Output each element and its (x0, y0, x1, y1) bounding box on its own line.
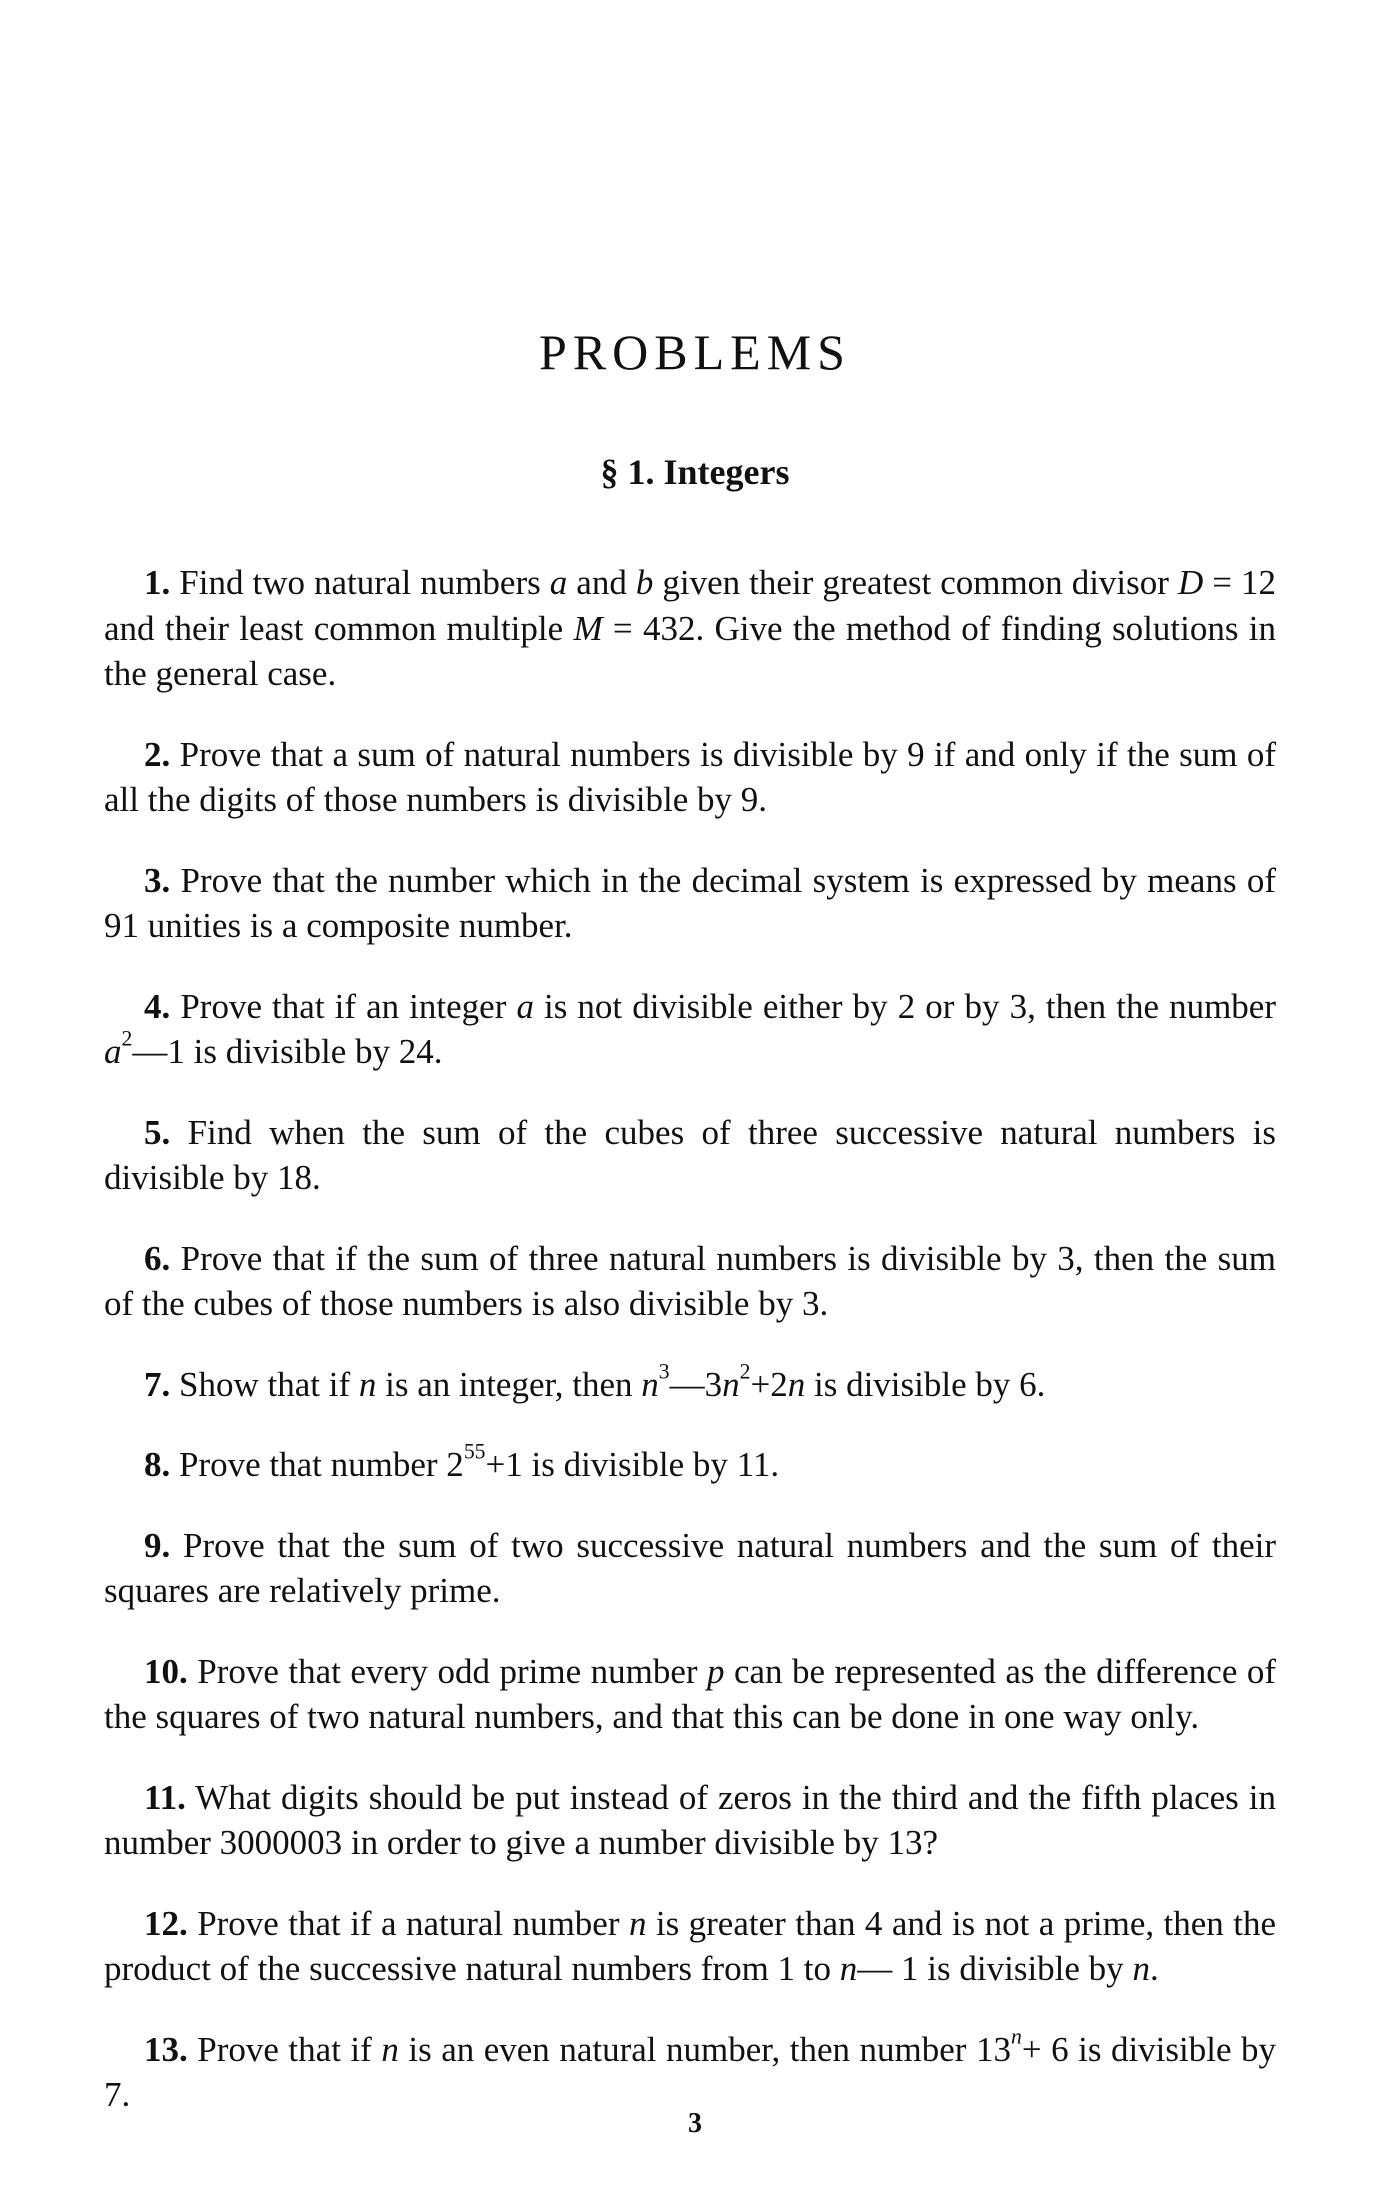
page-title: PROBLEMS (539, 324, 851, 380)
problem-number: 8. (144, 1445, 171, 1484)
problem-number: 2. (144, 734, 171, 774)
problem-10: 10. Prove that every odd prime number p can be represented as the difference of the squares of two natural numbers, and that this can be done in one way only. (104, 1651, 1277, 1736)
problem-3: 3. Prove that the number which in the decimal system is expressed by means of 91 unities is a composite number. (104, 860, 1276, 945)
problem-number: 6. (144, 1238, 171, 1278)
problem-13: 13. Prove that if n is an even natural number, then number $13^n+ 6$ is divisible by 7. (104, 2024, 1277, 2114)
problem-number: 13. (144, 2029, 188, 2069)
problem-1: 1. Find two natural numbers a and b given their greatest common divisor D = 12 and their least common multiple M = 432. Give the method of finding solutions in the general case. (104, 563, 1277, 693)
section-heading: § 1. Integers (600, 452, 790, 492)
problem-2: 2. Prove that a sum of natural numbers is divisible by 9 if and only if the sum of all the digits of those numbers is divisible by 9. (104, 734, 1276, 819)
problem-number: 4. (144, 986, 171, 1026)
problem-11: 11. What digits should be put instead of zeros in the third and the fifth places in number 3000003 in order to give a number divisible by 13? (104, 1777, 1277, 1862)
problem-8: 8. Prove that number $2^{55}+1$ is divisible by 11. (144, 1439, 780, 1484)
problem-number: 10. (144, 1651, 188, 1691)
problem-number: 9. (144, 1525, 171, 1565)
problem-9: 9. Prove that the sum of two successive natural numbers and the sum of their squares are relatively prime. (104, 1525, 1276, 1610)
problem-number: 7. (144, 1364, 171, 1404)
problem-number: 11. (144, 1777, 186, 1817)
problem-12: 12. Prove that if a natural number n is greater than 4 and is not a prime, then the product of the successive natural numbers from 1 to n— 1 is divisible by n. (104, 1903, 1276, 1988)
problem-list (104, 525, 1276, 2130)
page-number: 3 (688, 2108, 702, 2139)
problem-number: 5. (144, 1112, 171, 1152)
problem-number: 1. (144, 563, 171, 602)
problem-6: 6. Prove that if the sum of three natural numbers is divisible by 3, then the sum of the cubes of those numbers is also divisible by 3. (104, 1238, 1277, 1323)
problem-7: 7. Show that if n is an integer, then $n^3—3n^2+2n$ is divisible by 6. (144, 1359, 1046, 1404)
problem-4: 4. Prove that if an integer a is not divisible either by 2 or by 3, then the number $a^2—1$ is divisible by 24. (104, 986, 1276, 1071)
problem-number: 3. (144, 860, 171, 900)
problem-number: 12. (144, 1903, 188, 1943)
problem-5: 5. Find when the sum of the cubes of three successive natural numbers is divisible by 18. (104, 1112, 1277, 1197)
